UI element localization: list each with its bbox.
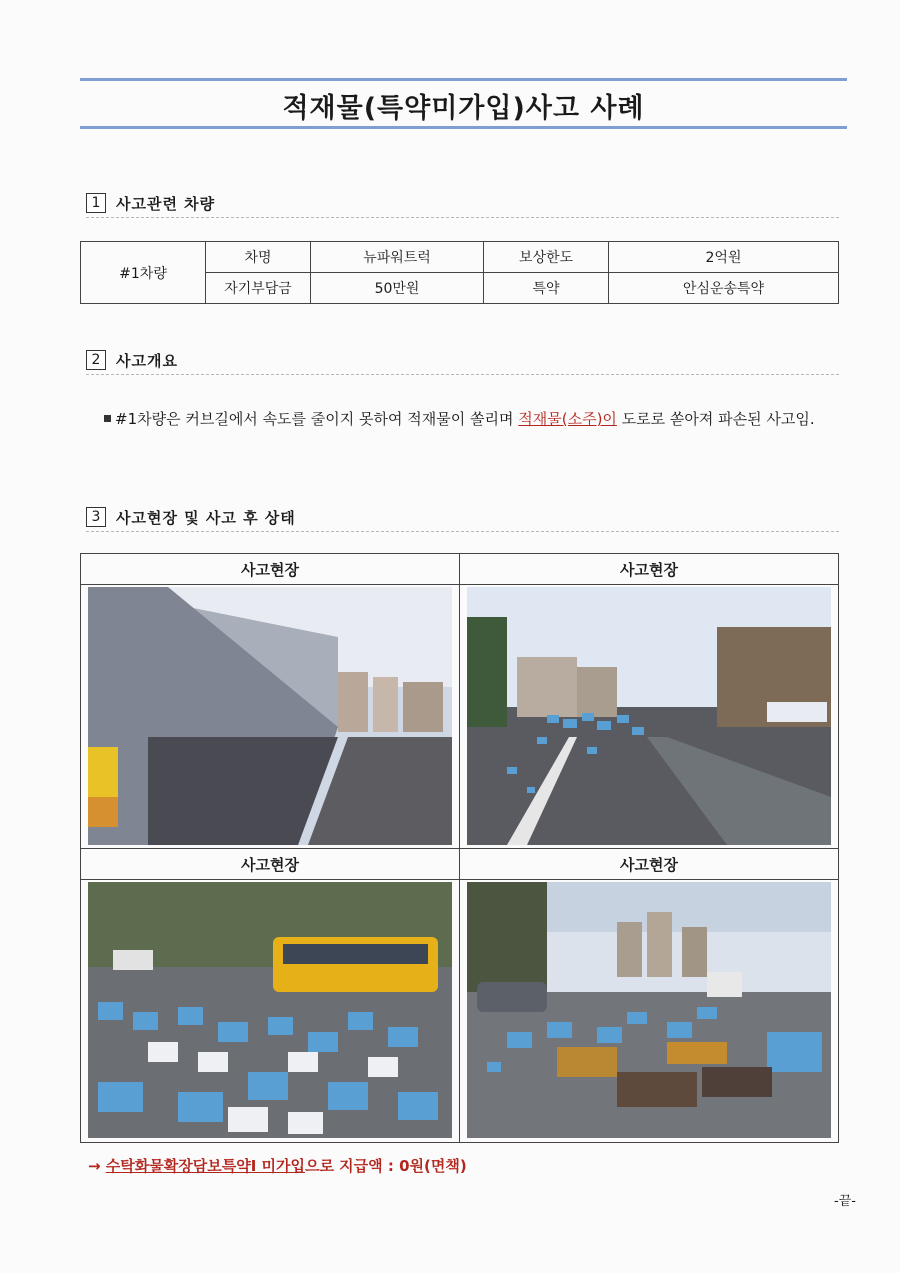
- vehicle-cell: #1차량: [81, 242, 206, 304]
- accident-photo-road-1: [467, 587, 831, 845]
- photo-2-header: 사고현장: [620, 560, 678, 579]
- payout-note-underlined: 수탁화물확장담보특약Ⅰ 미가입: [105, 1157, 305, 1175]
- overview-part2: 도로로 쏟아져 파손된 사고임.: [616, 410, 815, 428]
- accident-photo-road-2: [467, 882, 831, 1138]
- section-3-heading: [86, 506, 296, 528]
- accident-photo-bus: [88, 882, 452, 1138]
- section-3-number: 3: [86, 507, 106, 527]
- section-2-number: 2: [86, 350, 106, 370]
- section-1-heading: [86, 192, 215, 214]
- photo-1-header: 사고현장: [241, 560, 299, 579]
- arrow-icon: →: [88, 1157, 106, 1175]
- limit-value: 2억원: [609, 242, 839, 273]
- photo-grid: [80, 553, 839, 1143]
- vehicle-name-value: 뉴파워트럭: [311, 242, 484, 273]
- section-3-title: 사고현장 및 사고 후 상태: [116, 508, 296, 527]
- payout-note: [88, 1155, 467, 1176]
- photo-3-header: 사고현장: [241, 855, 299, 874]
- page-title: 적재물(특약미가입)사고 사례: [282, 93, 645, 124]
- rider-label: 특약: [484, 273, 609, 304]
- section-1-divider: [86, 217, 839, 218]
- title-rule-bottom: [80, 126, 847, 129]
- overview-text: [104, 405, 824, 433]
- grid-line: [81, 879, 838, 880]
- section-1-title: 사고관련 차량: [116, 194, 216, 213]
- overview-part1: #1차량은 커브길에서 속도를 줄이지 못하여 적재물이 쏠리며: [115, 410, 519, 428]
- section-2-title: 사고개요: [116, 351, 178, 370]
- bullet-icon: [104, 415, 111, 422]
- section-2-heading: [86, 349, 178, 371]
- end-mark: -끝-: [834, 1194, 856, 1209]
- limit-label: 보상한도: [484, 242, 609, 273]
- title-rule-top: [80, 78, 847, 81]
- payout-note-rest: 으로 지급액 : 0원(면책): [304, 1157, 467, 1175]
- deductible-label: 자기부담금: [206, 273, 311, 304]
- section-3-divider: [86, 531, 839, 532]
- section-2-divider: [86, 374, 839, 375]
- accident-photo-truck: [88, 587, 452, 845]
- photo-4-header: 사고현장: [620, 855, 678, 874]
- vehicle-name-label: 차명: [206, 242, 311, 273]
- deductible-value: 50만원: [311, 273, 484, 304]
- section-1-number: 1: [86, 193, 106, 213]
- vehicle-table: [80, 241, 839, 304]
- overview-highlight: 적재물(소주)이: [518, 410, 617, 428]
- rider-value: 안심운송특약: [609, 273, 839, 304]
